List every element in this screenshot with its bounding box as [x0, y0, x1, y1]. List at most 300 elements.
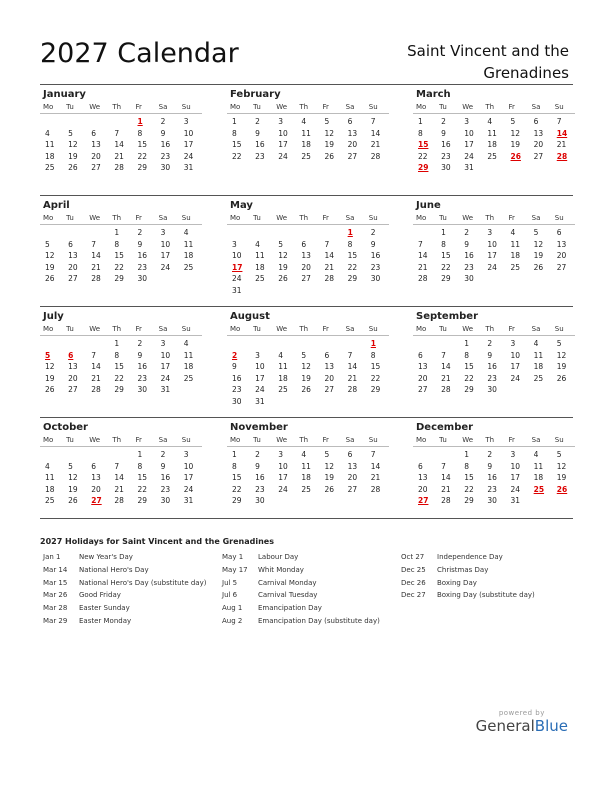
- day-cell[interactable]: 15: [232, 140, 242, 150]
- day-cell[interactable]: 11: [255, 251, 265, 261]
- day-cell[interactable]: 26: [324, 484, 335, 494]
- day-cell[interactable]: 12: [68, 140, 78, 150]
- day-cell[interactable]: 7: [91, 350, 97, 360]
- day-cell[interactable]: 1: [441, 228, 446, 237]
- day-cell[interactable]: 10: [183, 128, 194, 138]
- day-cell[interactable]: 8: [232, 461, 237, 471]
- day-cell[interactable]: 15: [114, 251, 124, 261]
- day-cell[interactable]: 9: [160, 461, 166, 471]
- holiday-day-cell[interactable]: 27: [418, 496, 429, 506]
- day-cell[interactable]: 6: [533, 117, 539, 126]
- day-cell[interactable]: 13: [533, 128, 544, 138]
- day-cell[interactable]: 16: [441, 140, 451, 150]
- day-cell[interactable]: 3: [510, 339, 516, 348]
- day-cell[interactable]: 3: [183, 450, 189, 459]
- day-cell[interactable]: 6: [418, 461, 423, 471]
- day-cell[interactable]: 4: [45, 128, 50, 138]
- day-cell[interactable]: 3: [160, 339, 166, 348]
- day-cell[interactable]: 13: [68, 251, 78, 261]
- holiday-day-cell[interactable]: 27: [91, 496, 102, 506]
- day-cell[interactable]: 24: [183, 151, 194, 161]
- day-cell[interactable]: 29: [370, 385, 381, 395]
- day-cell[interactable]: 9: [464, 239, 470, 249]
- day-cell[interactable]: 1: [114, 339, 120, 348]
- day-cell[interactable]: 23: [370, 262, 381, 272]
- day-cell[interactable]: 15: [347, 251, 358, 261]
- day-cell[interactable]: 19: [556, 473, 567, 483]
- day-cell[interactable]: 17: [487, 251, 497, 261]
- day-cell[interactable]: 19: [324, 140, 335, 150]
- day-cell[interactable]: 22: [441, 262, 451, 272]
- day-cell[interactable]: 11: [301, 128, 311, 138]
- day-cell[interactable]: 1: [137, 450, 143, 459]
- day-cell[interactable]: 18: [255, 262, 265, 272]
- holiday-day-cell[interactable]: 26: [556, 484, 568, 494]
- day-cell[interactable]: 15: [137, 473, 148, 483]
- day-cell[interactable]: 22: [418, 151, 428, 161]
- day-cell[interactable]: 10: [278, 128, 288, 138]
- day-cell[interactable]: 29: [232, 496, 242, 506]
- day-cell[interactable]: 21: [114, 151, 124, 161]
- day-cell[interactable]: 18: [487, 140, 497, 150]
- day-cell[interactable]: 11: [533, 350, 544, 360]
- day-cell[interactable]: 24: [160, 262, 171, 272]
- day-cell[interactable]: 5: [278, 239, 284, 249]
- day-cell[interactable]: 7: [441, 350, 446, 360]
- day-cell[interactable]: 17: [510, 362, 521, 372]
- day-cell[interactable]: 12: [45, 251, 55, 261]
- day-cell[interactable]: 21: [347, 373, 358, 383]
- day-cell[interactable]: 29: [114, 274, 124, 284]
- day-cell[interactable]: 7: [114, 128, 120, 138]
- day-cell[interactable]: 2: [137, 339, 143, 348]
- day-cell[interactable]: 26: [324, 151, 335, 161]
- day-cell[interactable]: 17: [464, 140, 474, 150]
- day-cell[interactable]: 22: [114, 262, 124, 272]
- day-cell[interactable]: 25: [301, 484, 311, 494]
- day-cell[interactable]: 8: [137, 461, 143, 471]
- day-cell[interactable]: 13: [418, 362, 428, 372]
- day-cell[interactable]: 18: [183, 251, 194, 261]
- day-cell[interactable]: 4: [278, 350, 284, 360]
- day-cell[interactable]: 20: [418, 373, 428, 383]
- day-cell[interactable]: 22: [347, 262, 358, 272]
- day-cell[interactable]: 28: [114, 496, 124, 506]
- day-cell[interactable]: 4: [301, 450, 307, 459]
- day-cell[interactable]: 28: [324, 274, 335, 284]
- day-cell[interactable]: 20: [347, 140, 358, 150]
- day-cell[interactable]: 30: [487, 385, 497, 395]
- day-cell[interactable]: 5: [324, 450, 330, 459]
- day-cell[interactable]: 11: [301, 461, 311, 471]
- day-cell[interactable]: 2: [255, 450, 260, 459]
- day-cell[interactable]: 28: [370, 151, 381, 161]
- day-cell[interactable]: 27: [347, 484, 358, 494]
- day-cell[interactable]: 12: [556, 461, 567, 471]
- day-cell[interactable]: 12: [556, 350, 567, 360]
- day-cell[interactable]: 28: [370, 484, 381, 494]
- day-cell[interactable]: 16: [255, 140, 265, 150]
- day-cell[interactable]: 27: [418, 385, 428, 395]
- day-cell[interactable]: 15: [441, 251, 451, 261]
- day-cell[interactable]: 6: [301, 239, 307, 249]
- day-cell[interactable]: 7: [347, 350, 353, 360]
- day-cell[interactable]: 7: [441, 461, 446, 471]
- day-cell[interactable]: 30: [487, 496, 497, 506]
- day-cell[interactable]: 2: [255, 117, 260, 126]
- day-cell[interactable]: 28: [441, 385, 451, 395]
- day-cell[interactable]: 26: [533, 262, 544, 272]
- day-cell[interactable]: 17: [278, 473, 288, 483]
- day-cell[interactable]: 24: [510, 373, 521, 383]
- day-cell[interactable]: 2: [160, 117, 166, 126]
- day-cell[interactable]: 26: [556, 373, 567, 383]
- day-cell[interactable]: 1: [464, 339, 470, 348]
- day-cell[interactable]: 27: [68, 274, 78, 284]
- day-cell[interactable]: 9: [370, 239, 376, 249]
- day-cell[interactable]: 28: [91, 274, 101, 284]
- day-cell[interactable]: 2: [487, 339, 493, 348]
- day-cell[interactable]: 10: [255, 362, 265, 372]
- day-cell[interactable]: 11: [45, 473, 55, 483]
- day-cell[interactable]: 21: [324, 262, 335, 272]
- day-cell[interactable]: 26: [45, 385, 55, 395]
- day-cell[interactable]: 31: [510, 496, 521, 506]
- day-cell[interactable]: 22: [137, 151, 148, 161]
- day-cell[interactable]: 4: [533, 450, 539, 459]
- day-cell[interactable]: 9: [137, 350, 143, 360]
- day-cell[interactable]: 26: [278, 274, 288, 284]
- day-cell[interactable]: 27: [347, 151, 358, 161]
- day-cell[interactable]: 10: [510, 461, 521, 471]
- day-cell[interactable]: 13: [418, 473, 428, 483]
- day-cell[interactable]: 20: [68, 262, 78, 272]
- day-cell[interactable]: 21: [556, 140, 567, 150]
- day-cell[interactable]: 22: [137, 484, 148, 494]
- day-cell[interactable]: 12: [278, 251, 288, 261]
- day-cell[interactable]: 2: [160, 450, 166, 459]
- day-cell[interactable]: 18: [278, 373, 288, 383]
- day-cell[interactable]: 14: [441, 362, 451, 372]
- day-cell[interactable]: 10: [510, 350, 521, 360]
- day-cell[interactable]: 30: [137, 274, 148, 284]
- day-cell[interactable]: 24: [183, 484, 194, 494]
- day-cell[interactable]: 9: [232, 362, 237, 372]
- day-cell[interactable]: 17: [183, 140, 194, 150]
- day-cell[interactable]: 23: [487, 484, 497, 494]
- day-cell[interactable]: 16: [487, 473, 497, 483]
- day-cell[interactable]: 30: [160, 163, 171, 173]
- day-cell[interactable]: 6: [68, 239, 73, 249]
- day-cell[interactable]: 21: [114, 484, 124, 494]
- day-cell[interactable]: 27: [556, 262, 567, 272]
- day-cell[interactable]: 9: [137, 239, 143, 249]
- day-cell[interactable]: 11: [45, 140, 55, 150]
- day-cell[interactable]: 30: [232, 396, 242, 406]
- day-cell[interactable]: 8: [418, 128, 423, 138]
- day-cell[interactable]: 31: [464, 163, 474, 173]
- day-cell[interactable]: 15: [370, 362, 381, 372]
- day-cell[interactable]: 27: [68, 385, 78, 395]
- day-cell[interactable]: 7: [114, 461, 120, 471]
- day-cell[interactable]: 29: [137, 163, 148, 173]
- day-cell[interactable]: 14: [347, 362, 358, 372]
- day-cell[interactable]: 9: [487, 350, 493, 360]
- day-cell[interactable]: 20: [91, 484, 101, 494]
- day-cell[interactable]: 15: [464, 362, 474, 372]
- day-cell[interactable]: 22: [232, 484, 242, 494]
- day-cell[interactable]: 28: [418, 274, 428, 284]
- day-cell[interactable]: 19: [68, 151, 78, 161]
- day-cell[interactable]: 26: [68, 163, 78, 173]
- day-cell[interactable]: 24: [160, 373, 171, 383]
- day-cell[interactable]: 13: [91, 473, 101, 483]
- day-cell[interactable]: 5: [301, 350, 307, 360]
- day-cell[interactable]: 24: [278, 484, 288, 494]
- day-cell[interactable]: 26: [68, 496, 78, 506]
- day-cell[interactable]: 14: [418, 251, 428, 261]
- day-cell[interactable]: 20: [556, 251, 567, 261]
- day-cell[interactable]: 18: [510, 251, 521, 261]
- day-cell[interactable]: 20: [68, 373, 78, 383]
- holiday-day-cell[interactable]: 26: [510, 151, 521, 161]
- day-cell[interactable]: 23: [487, 373, 497, 383]
- day-cell[interactable]: 7: [324, 239, 330, 249]
- day-cell[interactable]: 23: [255, 151, 265, 161]
- day-cell[interactable]: 16: [160, 140, 171, 150]
- day-cell[interactable]: 9: [441, 128, 446, 138]
- day-cell[interactable]: 8: [464, 350, 470, 360]
- day-cell[interactable]: 25: [510, 262, 521, 272]
- day-cell[interactable]: 18: [45, 484, 55, 494]
- day-cell[interactable]: 19: [324, 473, 335, 483]
- day-cell[interactable]: 12: [510, 128, 521, 138]
- day-cell[interactable]: 11: [487, 128, 497, 138]
- day-cell[interactable]: 30: [441, 163, 451, 173]
- day-cell[interactable]: 20: [347, 473, 358, 483]
- day-cell[interactable]: 4: [183, 339, 189, 348]
- day-cell[interactable]: 10: [160, 239, 171, 249]
- holiday-day-cell[interactable]: 14: [556, 128, 568, 138]
- day-cell[interactable]: 23: [232, 385, 242, 395]
- day-cell[interactable]: 17: [160, 362, 171, 372]
- day-cell[interactable]: 24: [487, 262, 497, 272]
- day-cell[interactable]: 12: [533, 239, 544, 249]
- day-cell[interactable]: 16: [487, 362, 497, 372]
- day-cell[interactable]: 15: [114, 362, 124, 372]
- day-cell[interactable]: 23: [160, 484, 171, 494]
- day-cell[interactable]: 27: [324, 385, 335, 395]
- day-cell[interactable]: 3: [232, 239, 237, 249]
- day-cell[interactable]: 18: [533, 473, 544, 483]
- day-cell[interactable]: 31: [183, 496, 194, 506]
- day-cell[interactable]: 21: [91, 262, 101, 272]
- day-cell[interactable]: 21: [370, 473, 381, 483]
- day-cell[interactable]: 12: [324, 128, 335, 138]
- holiday-day-cell[interactable]: 15: [418, 140, 429, 150]
- day-cell[interactable]: 13: [301, 251, 311, 261]
- holiday-day-cell[interactable]: 5: [45, 350, 51, 360]
- holiday-day-cell[interactable]: 6: [68, 350, 74, 360]
- day-cell[interactable]: 30: [370, 274, 381, 284]
- day-cell[interactable]: 9: [160, 128, 166, 138]
- day-cell[interactable]: 5: [68, 461, 73, 471]
- day-cell[interactable]: 10: [487, 239, 497, 249]
- day-cell[interactable]: 5: [533, 228, 539, 237]
- day-cell[interactable]: 6: [556, 228, 562, 237]
- holiday-day-cell[interactable]: 28: [556, 151, 568, 161]
- day-cell[interactable]: 14: [91, 251, 101, 261]
- day-cell[interactable]: 12: [68, 473, 78, 483]
- day-cell[interactable]: 2: [487, 450, 493, 459]
- day-cell[interactable]: 26: [45, 274, 55, 284]
- day-cell[interactable]: 2: [370, 228, 376, 237]
- day-cell[interactable]: 24: [464, 151, 474, 161]
- day-cell[interactable]: 19: [556, 362, 567, 372]
- day-cell[interactable]: 19: [278, 262, 288, 272]
- day-cell[interactable]: 3: [464, 117, 470, 126]
- day-cell[interactable]: 3: [510, 450, 516, 459]
- day-cell[interactable]: 18: [533, 362, 544, 372]
- day-cell[interactable]: 5: [45, 239, 50, 249]
- day-cell[interactable]: 21: [91, 373, 101, 383]
- day-cell[interactable]: 19: [68, 484, 78, 494]
- day-cell[interactable]: 29: [464, 385, 474, 395]
- day-cell[interactable]: 7: [370, 117, 376, 126]
- day-cell[interactable]: 28: [441, 496, 451, 506]
- day-cell[interactable]: 4: [510, 228, 516, 237]
- day-cell[interactable]: 30: [255, 496, 265, 506]
- day-cell[interactable]: 5: [556, 339, 562, 348]
- day-cell[interactable]: 7: [91, 239, 97, 249]
- day-cell[interactable]: 11: [278, 362, 288, 372]
- day-cell[interactable]: 10: [278, 461, 288, 471]
- day-cell[interactable]: 3: [278, 117, 284, 126]
- day-cell[interactable]: 13: [347, 128, 358, 138]
- day-cell[interactable]: 30: [160, 496, 171, 506]
- day-cell[interactable]: 8: [370, 350, 376, 360]
- day-cell[interactable]: 29: [114, 385, 124, 395]
- day-cell[interactable]: 18: [45, 151, 55, 161]
- day-cell[interactable]: 25: [533, 373, 544, 383]
- day-cell[interactable]: 4: [45, 461, 50, 471]
- day-cell[interactable]: 19: [510, 140, 521, 150]
- holiday-day-cell[interactable]: 17: [232, 262, 243, 272]
- holiday-day-cell[interactable]: 1: [347, 228, 353, 237]
- day-cell[interactable]: 13: [556, 239, 567, 249]
- day-cell[interactable]: 25: [183, 373, 194, 383]
- day-cell[interactable]: 2: [137, 228, 143, 237]
- day-cell[interactable]: 28: [91, 385, 101, 395]
- day-cell[interactable]: 29: [464, 496, 474, 506]
- day-cell[interactable]: 6: [347, 117, 353, 126]
- day-cell[interactable]: 25: [183, 262, 194, 272]
- day-cell[interactable]: 9: [255, 461, 260, 471]
- day-cell[interactable]: 9: [255, 128, 260, 138]
- day-cell[interactable]: 31: [183, 163, 194, 173]
- day-cell[interactable]: 14: [114, 140, 124, 150]
- holiday-day-cell[interactable]: 1: [370, 339, 376, 348]
- day-cell[interactable]: 20: [324, 373, 335, 383]
- day-cell[interactable]: 24: [510, 484, 521, 494]
- day-cell[interactable]: 13: [68, 362, 78, 372]
- day-cell[interactable]: 26: [301, 385, 311, 395]
- day-cell[interactable]: 21: [370, 140, 381, 150]
- day-cell[interactable]: 5: [68, 128, 73, 138]
- day-cell[interactable]: 14: [370, 461, 381, 471]
- day-cell[interactable]: 27: [91, 163, 101, 173]
- day-cell[interactable]: 18: [301, 140, 311, 150]
- day-cell[interactable]: 21: [418, 262, 428, 272]
- day-cell[interactable]: 17: [183, 473, 194, 483]
- day-cell[interactable]: 25: [487, 151, 497, 161]
- brand-logo[interactable]: [476, 709, 568, 735]
- day-cell[interactable]: 8: [464, 461, 470, 471]
- day-cell[interactable]: 25: [45, 163, 55, 173]
- day-cell[interactable]: 14: [370, 128, 381, 138]
- day-cell[interactable]: 14: [91, 362, 101, 372]
- day-cell[interactable]: 17: [278, 140, 288, 150]
- day-cell[interactable]: 25: [255, 274, 265, 284]
- day-cell[interactable]: 4: [533, 339, 539, 348]
- day-cell[interactable]: 8: [347, 239, 353, 249]
- day-cell[interactable]: 16: [137, 251, 148, 261]
- day-cell[interactable]: 12: [45, 362, 55, 372]
- day-cell[interactable]: 29: [347, 274, 358, 284]
- day-cell[interactable]: 5: [556, 450, 562, 459]
- day-cell[interactable]: 7: [418, 239, 423, 249]
- day-cell[interactable]: 19: [45, 373, 55, 383]
- day-cell[interactable]: 22: [370, 373, 381, 383]
- day-cell[interactable]: 8: [114, 239, 120, 249]
- day-cell[interactable]: 18: [183, 362, 194, 372]
- day-cell[interactable]: 5: [510, 117, 516, 126]
- day-cell[interactable]: 22: [464, 373, 474, 383]
- day-cell[interactable]: 20: [533, 140, 544, 150]
- day-cell[interactable]: 16: [160, 473, 171, 483]
- day-cell[interactable]: 8: [232, 128, 237, 138]
- day-cell[interactable]: 17: [160, 251, 171, 261]
- day-cell[interactable]: 3: [278, 450, 284, 459]
- day-cell[interactable]: 11: [183, 239, 194, 249]
- day-cell[interactable]: 4: [183, 228, 189, 237]
- day-cell[interactable]: 4: [487, 117, 493, 126]
- day-cell[interactable]: 25: [278, 385, 288, 395]
- day-cell[interactable]: 8: [137, 128, 143, 138]
- day-cell[interactable]: 6: [347, 450, 353, 459]
- day-cell[interactable]: 30: [137, 385, 148, 395]
- day-cell[interactable]: 3: [487, 228, 493, 237]
- day-cell[interactable]: 5: [324, 117, 330, 126]
- day-cell[interactable]: 28: [114, 163, 124, 173]
- day-cell[interactable]: 27: [301, 274, 311, 284]
- day-cell[interactable]: 14: [441, 473, 451, 483]
- day-cell[interactable]: 31: [255, 396, 265, 406]
- day-cell[interactable]: 20: [91, 151, 101, 161]
- day-cell[interactable]: 10: [160, 350, 171, 360]
- day-cell[interactable]: 8: [441, 239, 446, 249]
- day-cell[interactable]: 9: [487, 461, 493, 471]
- day-cell[interactable]: 31: [232, 285, 242, 295]
- day-cell[interactable]: 23: [464, 262, 474, 272]
- day-cell[interactable]: 24: [255, 385, 265, 395]
- day-cell[interactable]: 1: [114, 228, 120, 237]
- day-cell[interactable]: 7: [370, 450, 376, 459]
- day-cell[interactable]: 19: [533, 251, 544, 261]
- day-cell[interactable]: 28: [347, 385, 358, 395]
- day-cell[interactable]: 25: [301, 151, 311, 161]
- day-cell[interactable]: 14: [114, 473, 124, 483]
